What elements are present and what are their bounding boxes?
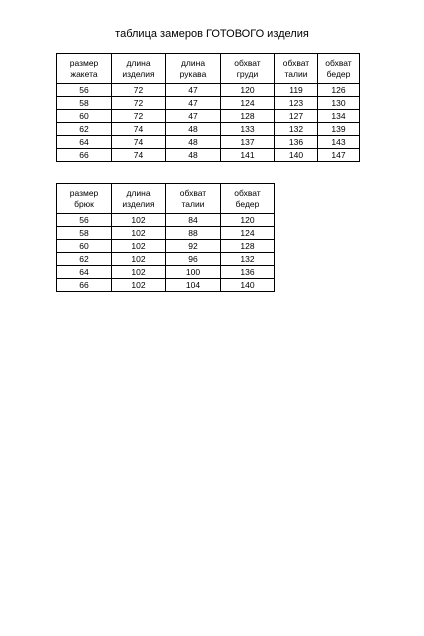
table-cell: 48 [166, 136, 221, 149]
table-cell: 56 [57, 214, 112, 227]
table-cell: 60 [57, 240, 112, 253]
table-row [57, 110, 360, 123]
table-cell: 130 [318, 97, 360, 110]
table-cell: 102 [112, 253, 166, 266]
table-row [57, 84, 360, 97]
header-cell: обхват талии [166, 184, 221, 214]
table-cell: 58 [57, 97, 112, 110]
table-cell: 62 [57, 123, 112, 136]
table-cell: 62 [57, 253, 112, 266]
table-cell: 74 [112, 123, 166, 136]
table-cell: 136 [275, 136, 318, 149]
header-cell: обхват груди [221, 54, 275, 84]
table-cell: 74 [112, 136, 166, 149]
table-cell: 58 [57, 227, 112, 240]
table-cell: 143 [318, 136, 360, 149]
table-row [57, 214, 275, 227]
table-cell: 64 [57, 136, 112, 149]
header-cell: длина изделия [112, 184, 166, 214]
table-cell: 74 [112, 149, 166, 162]
table-cell: 72 [112, 84, 166, 97]
table-cell: 136 [221, 266, 275, 279]
table-cell: 120 [221, 214, 275, 227]
table-cell: 102 [112, 214, 166, 227]
table-cell: 132 [275, 123, 318, 136]
table-cell: 139 [318, 123, 360, 136]
table-cell: 133 [221, 123, 275, 136]
table-cell: 119 [275, 84, 318, 97]
table-cell: 137 [221, 136, 275, 149]
table-cell: 102 [112, 266, 166, 279]
table-cell: 48 [166, 123, 221, 136]
header-cell: обхват талии [275, 54, 318, 84]
table-cell: 72 [112, 110, 166, 123]
table-cell: 66 [57, 279, 112, 292]
table-cell: 100 [166, 266, 221, 279]
table-cell: 123 [275, 97, 318, 110]
table-cell: 60 [57, 110, 112, 123]
table-cell: 104 [166, 279, 221, 292]
table-cell: 47 [166, 84, 221, 97]
table-cell: 140 [275, 149, 318, 162]
table-cell: 134 [318, 110, 360, 123]
table-cell: 120 [221, 84, 275, 97]
table-cell: 127 [275, 110, 318, 123]
table-cell: 56 [57, 84, 112, 97]
table-cell: 126 [318, 84, 360, 97]
table-row [57, 279, 275, 292]
table-cell: 64 [57, 266, 112, 279]
table-cell: 84 [166, 214, 221, 227]
table-row [57, 136, 360, 149]
table-cell: 66 [57, 149, 112, 162]
table-cell: 102 [112, 227, 166, 240]
table-cell: 48 [166, 149, 221, 162]
table-cell: 141 [221, 149, 275, 162]
table-cell: 92 [166, 240, 221, 253]
table-header-row [57, 54, 360, 84]
table-cell: 102 [112, 240, 166, 253]
table-cell: 128 [221, 110, 275, 123]
table-row [57, 97, 360, 110]
table-cell: 47 [166, 97, 221, 110]
table-row [57, 123, 360, 136]
header-cell: длина рукава [166, 54, 221, 84]
page-title: таблица замеров ГОТОВОГО изделия [115, 28, 309, 40]
header-cell: обхват бедер [221, 184, 275, 214]
table-cell: 128 [221, 240, 275, 253]
header-cell: обхват бедер [318, 54, 360, 84]
header-cell: размер жакета [57, 54, 112, 84]
header-cell: размер брюк [57, 184, 112, 214]
table-row [57, 149, 360, 162]
table-cell: 88 [166, 227, 221, 240]
jacket-measurements-table [56, 53, 360, 162]
header-cell: длина изделия [112, 54, 166, 84]
table-cell: 132 [221, 253, 275, 266]
table-row [57, 266, 275, 279]
table-cell: 124 [221, 97, 275, 110]
table-cell: 102 [112, 279, 166, 292]
table-cell: 72 [112, 97, 166, 110]
table-row [57, 227, 275, 240]
table-cell: 140 [221, 279, 275, 292]
table-cell: 96 [166, 253, 221, 266]
table-cell: 147 [318, 149, 360, 162]
pants-measurements-table [56, 183, 275, 292]
table-cell: 124 [221, 227, 275, 240]
table-header-row [57, 184, 275, 214]
table-row [57, 240, 275, 253]
table-row [57, 253, 275, 266]
table-cell: 47 [166, 110, 221, 123]
